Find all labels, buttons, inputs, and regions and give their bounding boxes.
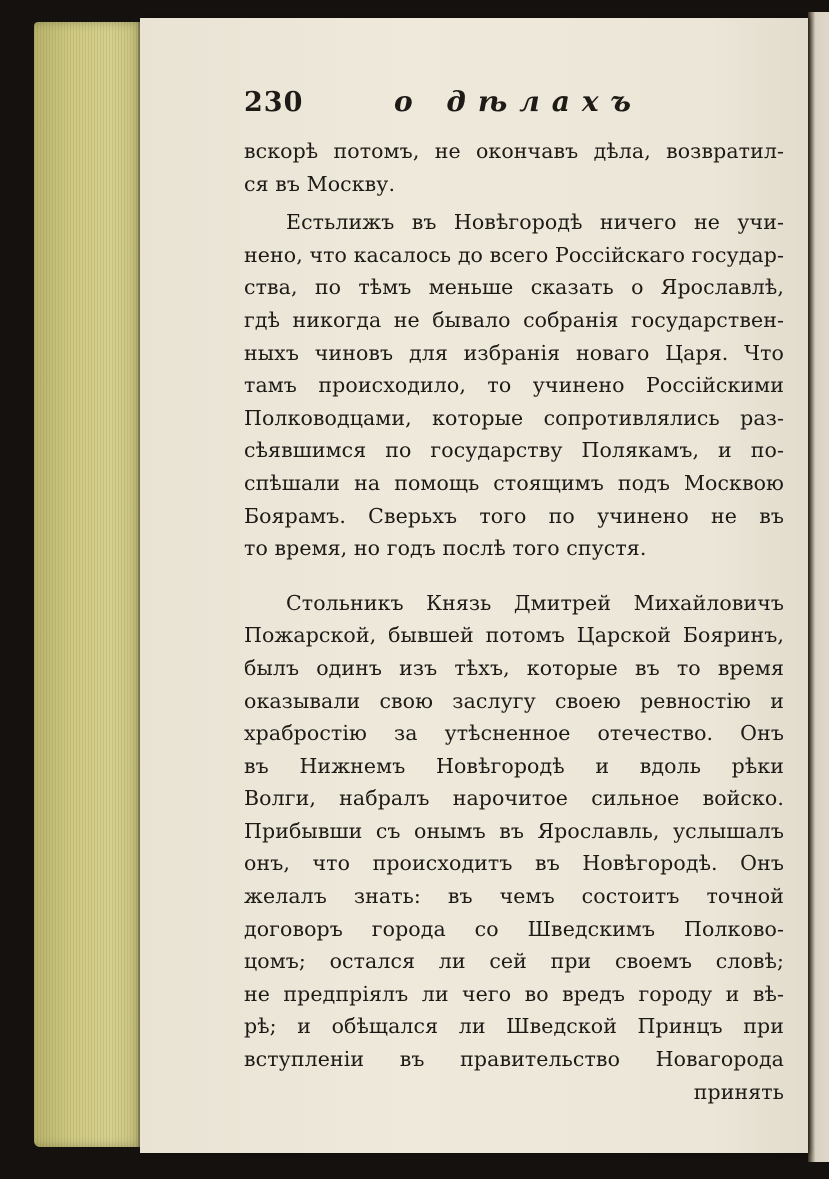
paragraph-2 bbox=[244, 206, 784, 565]
text-line: храбростію за утѣсненное отечество. Онъ bbox=[244, 721, 784, 746]
page-number: 230 bbox=[244, 87, 304, 118]
text-line: гдѣ никогда не бывало собранія государствен- bbox=[244, 307, 784, 332]
text-line: договоръ города со Шведскимъ Полково- bbox=[244, 916, 784, 941]
facing-page-edge bbox=[808, 12, 829, 1162]
text-line: тамъ происходило, то учинено Россійскими bbox=[244, 373, 784, 398]
text-line: вскорѣ потомъ, не окончавъ дѣла, возвратил- bbox=[244, 139, 784, 163]
running-head bbox=[244, 85, 784, 129]
text-line: Волги, набралъ нарочитое сильное войско. bbox=[244, 786, 784, 811]
book-page-edges bbox=[34, 22, 144, 1147]
text-line: принять bbox=[693, 1079, 784, 1104]
page-text bbox=[244, 85, 784, 1108]
paragraph-1 bbox=[244, 135, 784, 200]
text-line: въ Нижнемъ Новѣгородѣ и вдоль рѣки bbox=[244, 753, 784, 778]
text-line: желалъ знать: въ чемъ состоитъ точной bbox=[244, 884, 784, 909]
running-title: о дѣлахъ bbox=[394, 85, 643, 118]
text-line: онъ, что происходитъ въ Новѣгородѣ. Онъ bbox=[244, 851, 784, 876]
text-line: ныхъ чиновъ для избранія новаго Царя. Что bbox=[244, 340, 784, 365]
text-line: Полководцами, которые сопротивлялись раз- bbox=[244, 405, 784, 430]
text-line: рѣ; и обѣщался ли Шведской Принцъ при bbox=[244, 1014, 784, 1039]
text-line: нено, что касалось до всего Россійскаго государ- bbox=[244, 242, 784, 267]
text-line: Естьлижъ въ Новѣгородѣ ничего не учи- bbox=[286, 210, 784, 235]
text-line: цомъ; остался ли сей при своемъ словѣ; bbox=[244, 949, 784, 974]
text-line: Стольникъ Князь Дмитрей Михайловичъ bbox=[286, 590, 784, 615]
paragraph-gap bbox=[244, 565, 784, 587]
text-line: ства, по тѣмъ меньше сказать о Ярославлѣ, bbox=[244, 275, 784, 300]
paragraph-3 bbox=[244, 587, 784, 1109]
text-line: оказывали свою заслугу своею ревностію и bbox=[244, 688, 784, 713]
text-line: ся въ Москву. bbox=[244, 171, 396, 196]
text-line: Прибывши съ онымъ въ Ярославль, услышалъ bbox=[244, 818, 784, 843]
text-line: сѣявшимся по государству Полякамъ, и по- bbox=[244, 438, 784, 463]
text-line: Пожарской, бывшей потомъ Царской Бояринъ, bbox=[244, 623, 784, 648]
text-line: спѣшали на помощь стоящимъ подъ Москвою bbox=[244, 470, 784, 495]
text-line: Боярамъ. Сверьхъ того по учинено не въ bbox=[244, 503, 784, 528]
text-line: не предпріялъ ли чего во вредъ городу и вѣ- bbox=[244, 981, 784, 1006]
text-line: то время, но годъ послѣ того спустя. bbox=[244, 536, 647, 561]
text-line: вступленіи въ правительство Новагорода bbox=[244, 1047, 784, 1072]
text-line: былъ одинъ изъ тѣхъ, которые въ то время bbox=[244, 655, 784, 680]
